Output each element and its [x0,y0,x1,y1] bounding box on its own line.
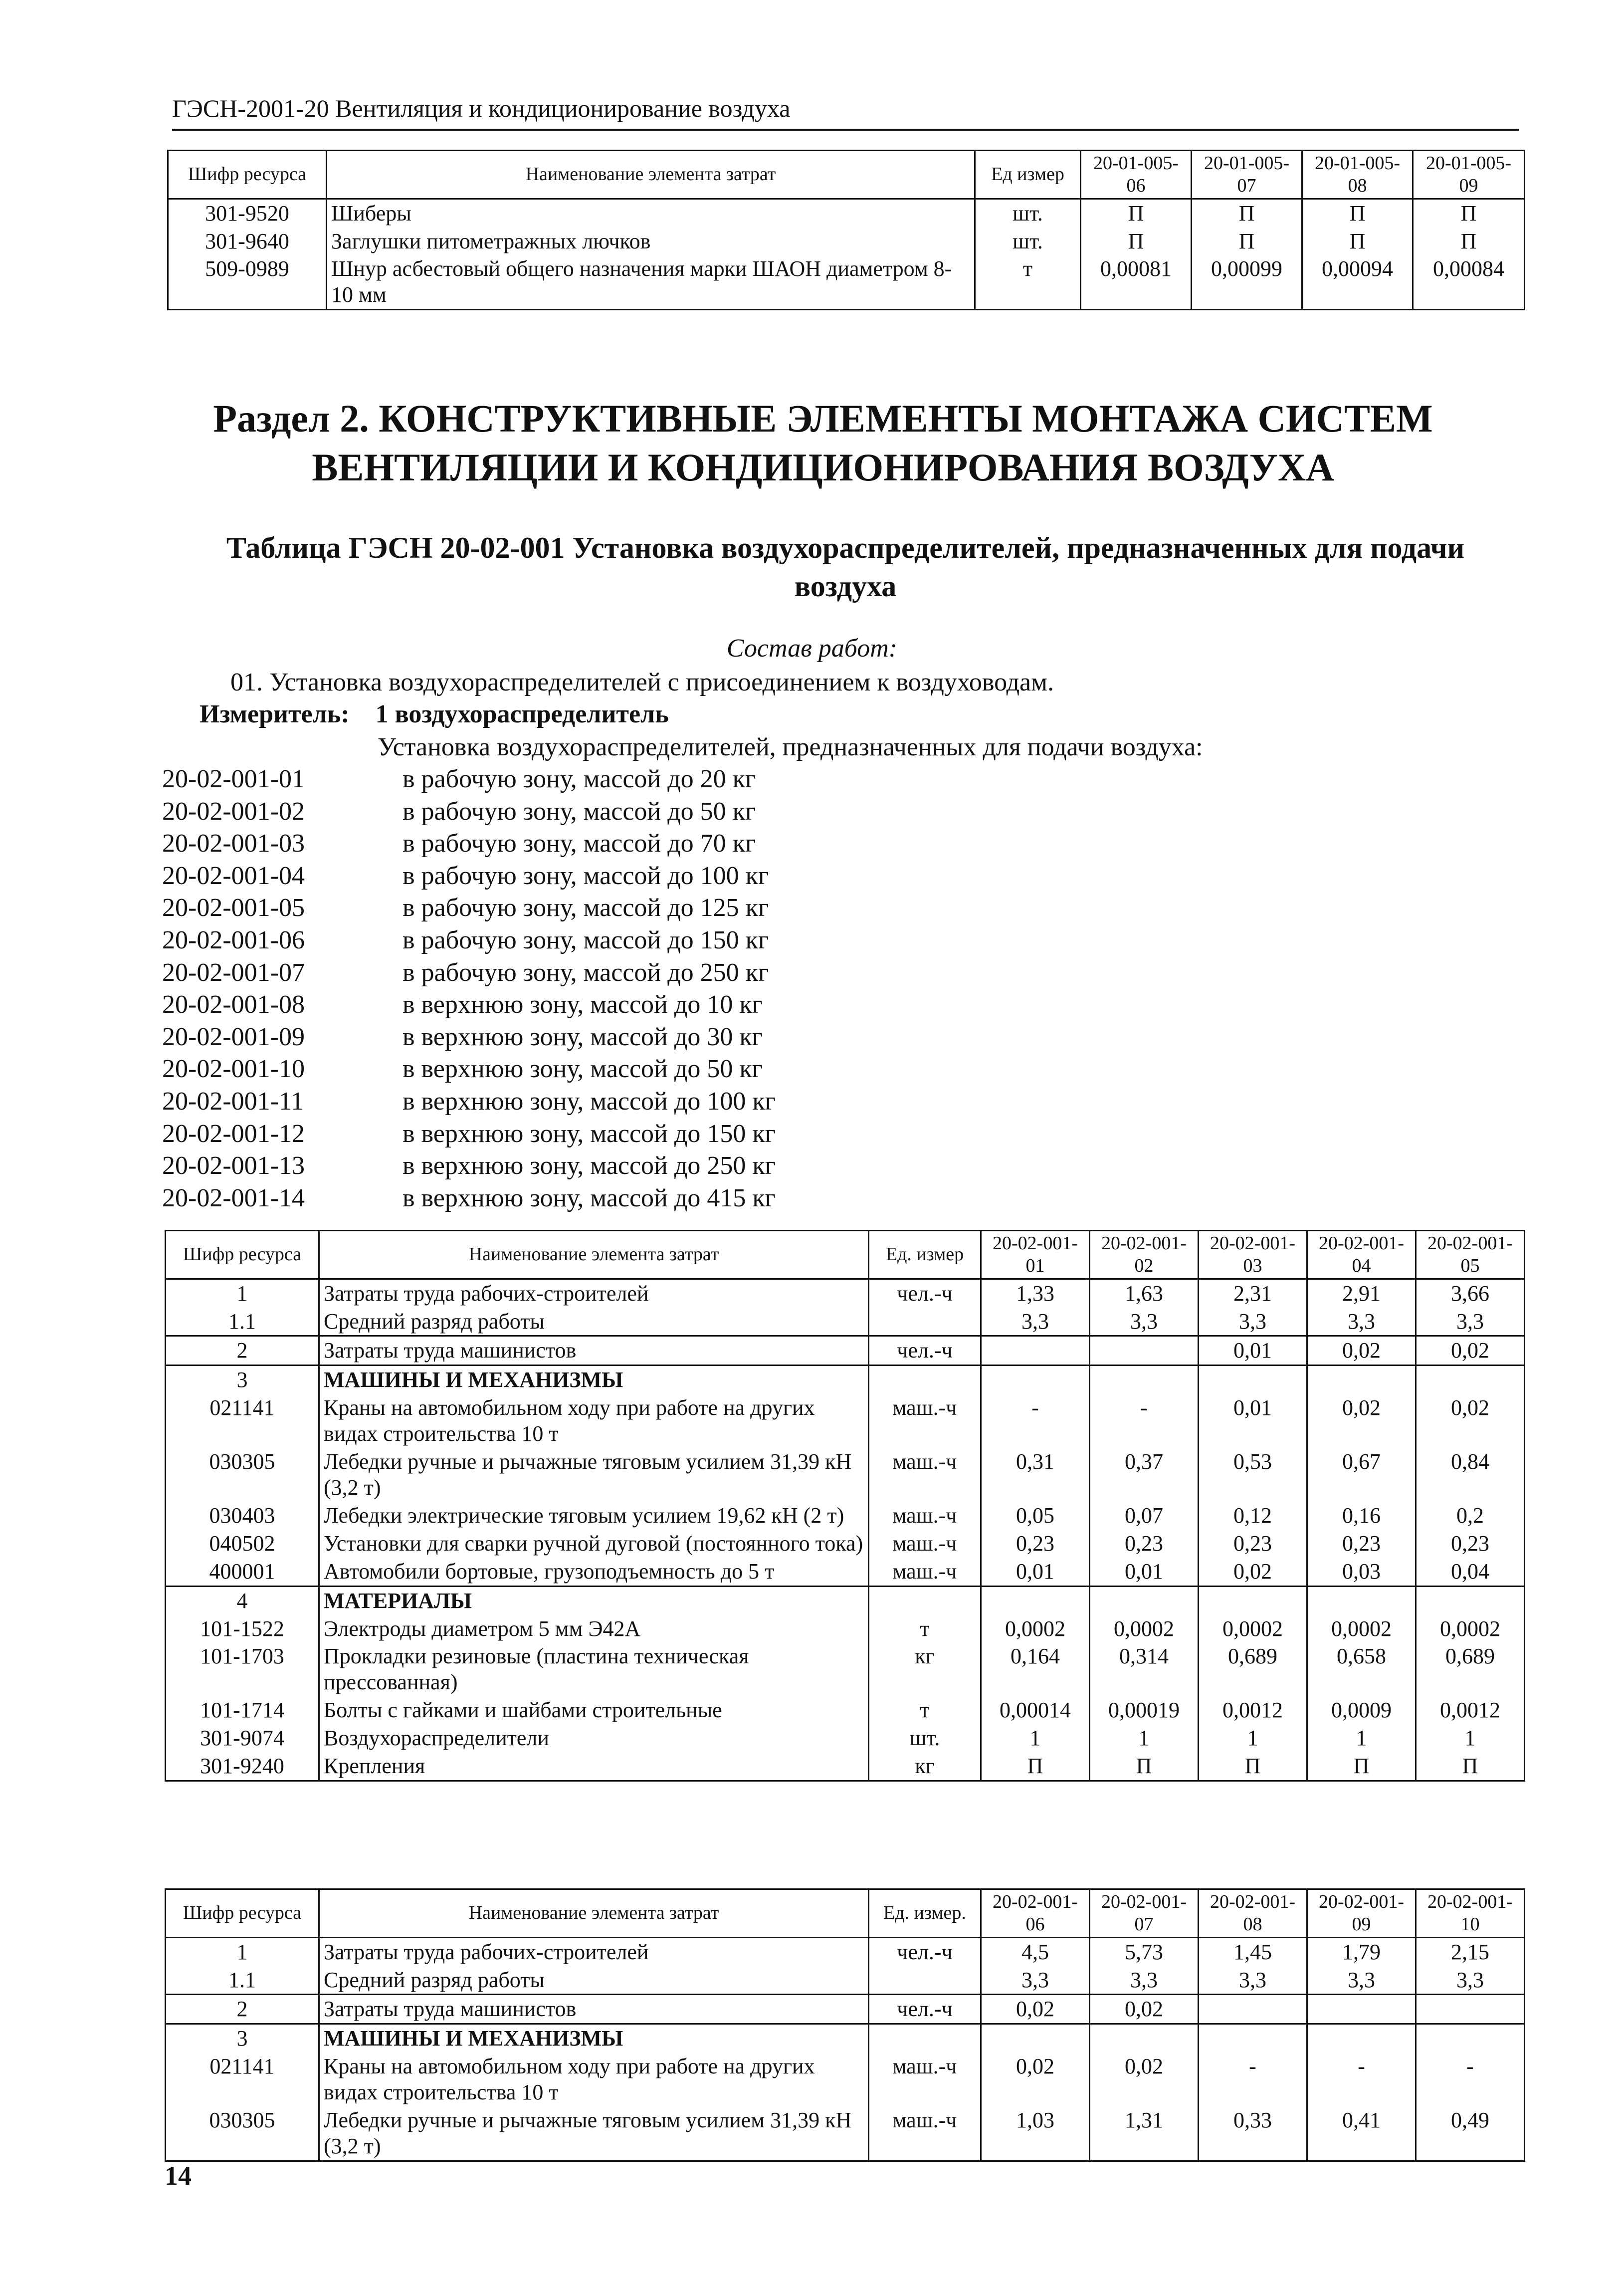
variant-text: в рабочую зону, массой до 50 кг [403,797,756,826]
resource-unit: маш.-ч [869,1448,981,1502]
variant-list [162,763,776,1214]
resource-value [1416,2024,1525,2053]
variant-code: 20-02-001-04 [162,861,305,890]
resource-unit: кг [869,1642,981,1696]
resource-value: 0,49 [1416,2106,1525,2161]
resource-value [981,1586,1090,1614]
resource-name: Прокладки резиновые (пластина техническая прессованная) [319,1642,869,1696]
work-composition-item: 01. Установка воздухораспределителей с присоединением к воздуховодам. [230,668,1054,696]
variant-text: в верхнюю зону, массой до 30 кг [403,1022,763,1051]
variant-text: в рабочую зону, массой до 20 кг [403,765,756,793]
resource-value: - [981,1394,1090,1448]
col-header-unit: Ед измер [975,151,1081,199]
resource-value: 0,01 [981,1558,1090,1586]
resource-value: 1,45 [1199,1937,1307,1966]
col-header-variant: 20-01-005-07 [1192,151,1302,199]
resource-value: 0,02 [1416,1394,1525,1448]
resource-value [981,1336,1090,1366]
table-row [166,1696,1525,1724]
table-row [166,1995,1525,2024]
resource-value [1416,1366,1525,1394]
resource-unit: т [869,1615,981,1643]
resource-value: П [981,1752,1090,1781]
resource-value: 3,3 [1199,1308,1307,1336]
resource-unit: маш.-ч [869,1502,981,1530]
resource-value: 0,04 [1416,1558,1525,1586]
variant-code: 20-02-001-10 [162,1055,305,1084]
resource-value: 0,0002 [1090,1615,1199,1643]
resource-value: 0,41 [1307,2106,1416,2161]
resource-value: 0,02 [1307,1394,1416,1448]
table-title: Таблица ГЭСН 20-02-001 Установка воздухораспределителей, предназначенных для подачи воздуха [226,531,1465,603]
resource-name: Лебедки электрические тяговым усилием 19,62 кН (2 т) [319,1502,869,1530]
resource-code: 030305 [166,2106,319,2161]
resource-code: 021141 [166,1394,319,1448]
variant-text: в рабочую зону, массой до 100 кг [403,861,769,890]
table-row [166,1366,1525,1394]
variant-code: 20-02-001-14 [162,1183,305,1212]
list-item [162,957,776,989]
col-header-variant: 20-02-001-02 [1090,1231,1199,1279]
resource-value [1307,2024,1416,2053]
table-row [166,1448,1525,1502]
resource-value: 0,2 [1416,1502,1525,1530]
variant-text: в верхнюю зону, массой до 150 кг [403,1119,776,1148]
resource-value: 0,0002 [981,1615,1090,1643]
table-row [168,255,1525,309]
resource-unit: шт. [869,1724,981,1752]
resource-value: 5,73 [1090,1937,1199,1966]
resource-name: Шнур асбестовый общего назначения марки ШАОН диаметром 8-10 мм [327,255,975,309]
variant-code: 20-02-001-08 [162,990,305,1019]
section-title: Раздел 2. КОНСТРУКТИВНЫЕ ЭЛЕМЕНТЫ МОНТАЖА СИСТЕМ ВЕНТИЛЯЦИИ И КОНДИЦИОНИРОВАНИЯ ВОЗДУХА [213,397,1433,489]
table-row [166,1724,1525,1752]
resource-name: Затраты труда машинистов [319,1336,869,1366]
resource-value: П [1192,199,1302,227]
resource-unit [869,1366,981,1394]
resource-name: Затраты труда рабочих-строителей [319,1279,869,1307]
table-row [166,1586,1525,1614]
col-header-variant: 20-01-005-08 [1302,151,1413,199]
variant-text: в верхнюю зону, массой до 50 кг [403,1055,763,1084]
resource-value: 0,01 [1199,1394,1307,1448]
col-header-variant: 20-02-001-07 [1090,1889,1199,1938]
resource-value: 1 [1307,1724,1416,1752]
col-header-unit: Ед. измер. [869,1889,981,1938]
resource-value: 0,658 [1307,1642,1416,1696]
col-header-variant: 20-01-005-09 [1413,151,1525,199]
resource-value: 0,02 [1416,1336,1525,1366]
table-row [166,1752,1525,1781]
variant-code: 20-02-001-06 [162,925,305,954]
table-row [166,1966,1525,1995]
resource-value [1199,1995,1307,2024]
resource-value: 0,0002 [1199,1615,1307,1643]
resource-value [1199,1586,1307,1614]
resource-value: 0,01 [1090,1558,1199,1586]
resource-name: Болты с гайками и шайбами строительные [319,1696,869,1724]
resource-value: П [1416,1752,1525,1781]
resource-value: 0,00084 [1413,255,1525,309]
variant-text: в верхнюю зону, массой до 415 кг [403,1183,776,1212]
col-header-code: Шифр ресурса [166,1889,319,1938]
list-item [162,892,776,924]
resource-value: П [1302,228,1413,255]
resource-value: 1 [981,1724,1090,1752]
table-row [166,1530,1525,1558]
list-item [162,989,776,1021]
resource-value: 3,3 [1416,1308,1525,1336]
col-header-variant: 20-02-001-03 [1199,1231,1307,1279]
table-row [166,2106,1525,2161]
resource-value: 0,0002 [1416,1615,1525,1643]
resource-value: 0,02 [981,2053,1090,2106]
table-row [166,1308,1525,1336]
resource-value [981,1366,1090,1394]
resource-value: П [1307,1752,1416,1781]
resource-value: 2,31 [1199,1279,1307,1307]
resource-code: 1 [166,1279,319,1307]
variant-text: в верхнюю зону, массой до 10 кг [403,990,763,1019]
list-item [162,828,776,860]
resource-code: 2 [166,1995,319,2024]
resource-unit: маш.-ч [869,1394,981,1448]
variant-code: 20-02-001-07 [162,958,305,987]
resource-unit: чел.-ч [869,1279,981,1307]
resource-value: 0,0002 [1307,1615,1416,1643]
resource-value: 3,3 [1090,1308,1199,1336]
resource-value: 0,00019 [1090,1696,1199,1724]
resource-value: 1 [1090,1724,1199,1752]
variant-code: 20-02-001-03 [162,829,305,858]
col-header-name: Наименование элемента затрат [319,1889,869,1938]
resource-unit: шт. [975,199,1081,227]
list-item [162,1021,776,1054]
variant-text: в верхнюю зону, массой до 100 кг [403,1087,776,1116]
col-header-variant: 20-02-001-06 [981,1889,1090,1938]
resource-value: П [1199,1752,1307,1781]
resource-value: 1,63 [1090,1279,1199,1307]
resource-code: 101-1522 [166,1615,319,1643]
resource-value: 0,67 [1307,1448,1416,1502]
resource-value: 0,02 [1307,1336,1416,1366]
resource-name: Заглушки питометражных лючков [327,228,975,255]
group-heading: МАШИНЫ И МЕХАНИЗМЫ [319,1366,869,1394]
resource-value [1090,2024,1199,2053]
group-heading: МАШИНЫ И МЕХАНИЗМЫ [319,2024,869,2053]
resource-table-1 [167,150,1525,310]
resource-name: Краны на автомобильном ходу при работе на других видах строительства 10 т [319,1394,869,1448]
resource-value: П [1413,228,1525,255]
resource-value: 0,03 [1307,1558,1416,1586]
resource-value: 0,00014 [981,1696,1090,1724]
resource-name: Лебедки ручные и рычажные тяговым усилием 31,39 кН (3,2 т) [319,2106,869,2161]
resource-unit: т [869,1696,981,1724]
resource-unit [869,2024,981,2053]
resource-code: 1.1 [166,1308,319,1336]
resource-value: 3,3 [1307,1308,1416,1336]
table-row [166,1502,1525,1530]
resource-value: 0,16 [1307,1502,1416,1530]
resource-value [1199,1366,1307,1394]
resource-code: 030305 [166,1448,319,1502]
group-heading: МАТЕРИАЛЫ [319,1586,869,1614]
resource-value: 3,66 [1416,1279,1525,1307]
resource-name: Краны на автомобильном ходу при работе на других видах строительства 10 т [319,2053,869,2106]
resource-value: 1,31 [1090,2106,1199,2161]
resource-unit: чел.-ч [869,1995,981,2024]
resource-value: 1 [1416,1724,1525,1752]
resource-value: П [1192,228,1302,255]
resource-value: 0,01 [1199,1336,1307,1366]
resource-value: 3,3 [1307,1966,1416,1995]
resource-code: 1 [166,1937,319,1966]
col-header-name: Наименование элемента затрат [319,1231,869,1279]
resource-unit: чел.-ч [869,1937,981,1966]
list-item [162,796,776,828]
resource-value: 0,31 [981,1448,1090,1502]
resource-value: П [1081,199,1192,227]
resource-value: 0,02 [1090,2053,1199,2106]
table-row [166,1279,1525,1307]
resource-code: 301-9240 [166,1752,319,1781]
variant-text: в верхнюю зону, массой до 250 кг [403,1151,776,1180]
list-item [162,1086,776,1118]
table-row [166,2053,1525,2106]
resource-value: 0,84 [1416,1448,1525,1502]
list-item [162,1182,776,1215]
resource-name: Установки для сварки ручной дуговой (постоянного тока) [319,1530,869,1558]
variant-code: 20-02-001-13 [162,1151,305,1180]
resource-code: 301-9074 [166,1724,319,1752]
variant-text: в рабочую зону, массой до 150 кг [403,925,769,954]
table-row [166,1937,1525,1966]
variant-code: 20-02-001-11 [162,1087,304,1116]
list-item [162,763,776,796]
resource-value: П [1413,199,1525,227]
resource-value [1199,2024,1307,2053]
resource-value [1307,1586,1416,1614]
resource-value: - [1416,2053,1525,2106]
resource-value: 0,37 [1090,1448,1199,1502]
resource-name: Электроды диаметром 5 мм Э42А [319,1615,869,1643]
resource-unit: маш.-ч [869,2053,981,2106]
page-number: 14 [165,2161,192,2191]
resource-unit: чел.-ч [869,1336,981,1366]
meter-line: Измеритель: 1 воздухораспределитель [200,700,669,728]
resource-value: 3,3 [981,1308,1090,1336]
table-row [166,1615,1525,1643]
resource-name: Шиберы [327,199,975,227]
resource-value: 1,79 [1307,1937,1416,1966]
table-row [166,1642,1525,1696]
col-header-variant: 20-02-001-01 [981,1231,1090,1279]
resource-code: 040502 [166,1530,319,1558]
col-header-code: Шифр ресурса [166,1231,319,1279]
resource-value: 0,689 [1199,1642,1307,1696]
resource-code: 400001 [166,1558,319,1586]
resource-code: 3 [166,2024,319,2053]
resource-value: 0,689 [1416,1642,1525,1696]
resource-value: - [1307,2053,1416,2106]
resource-value: 1,03 [981,2106,1090,2161]
resource-unit: маш.-ч [869,1558,981,1586]
resource-value: 1 [1199,1724,1307,1752]
col-header-variant: 20-02-001-08 [1199,1889,1307,1938]
list-item [162,1118,776,1150]
resource-value: 0,00094 [1302,255,1413,309]
resource-name: Затраты труда рабочих-строителей [319,1937,869,1966]
resource-code: 301-9640 [168,228,327,255]
table-row [166,1558,1525,1586]
resource-value [1090,1366,1199,1394]
resource-value: 2,15 [1416,1937,1525,1966]
resource-name: Крепления [319,1752,869,1781]
col-header-variant: 20-01-005-06 [1081,151,1192,199]
resource-value: - [1199,2053,1307,2106]
resource-value: 0,00081 [1081,255,1192,309]
resource-value: П [1081,228,1192,255]
resource-value: 0,23 [1416,1530,1525,1558]
resource-value: - [1090,1394,1199,1448]
resource-name: Средний разряд работы [319,1966,869,1995]
resource-unit: кг [869,1752,981,1781]
resource-value: 0,53 [1199,1448,1307,1502]
resource-unit: т [975,255,1081,309]
resource-value [1416,1586,1525,1614]
list-item [162,924,776,957]
resource-code: 101-1703 [166,1642,319,1696]
resource-code: 2 [166,1336,319,1366]
resource-value: 0,02 [981,1995,1090,2024]
resource-unit: маш.-ч [869,1530,981,1558]
resource-name: Затраты труда машинистов [319,1995,869,2024]
resource-value: 4,5 [981,1937,1090,1966]
col-header-variant: 20-02-001-09 [1307,1889,1416,1938]
variant-code: 20-02-001-02 [162,797,305,826]
resource-name: Средний разряд работы [319,1308,869,1336]
resource-code: 101-1714 [166,1696,319,1724]
resource-value: 0,33 [1199,2106,1307,2161]
resource-value: 0,07 [1090,1502,1199,1530]
resource-value: 0,23 [981,1530,1090,1558]
resource-code: 1.1 [166,1966,319,1995]
resource-value: 0,00099 [1192,255,1302,309]
resource-code: 301-9520 [168,199,327,227]
resource-unit [869,1308,981,1336]
resource-code: 509-0989 [168,255,327,309]
resource-value [1416,1995,1525,2024]
variants-intro: Установка воздухораспределителей, предназначенных для подачи воздуха: [378,733,1203,761]
resource-unit: шт. [975,228,1081,255]
variant-text: в рабочую зону, массой до 70 кг [403,829,756,858]
running-header: ГЭСН-2001-20 Вентиляция и кондиционирование воздуха [172,94,1519,131]
col-header-variant: 20-02-001-05 [1416,1231,1525,1279]
list-item [162,1053,776,1086]
variant-text: в рабочую зону, массой до 250 кг [403,958,769,987]
col-header-code: Шифр ресурса [168,151,327,199]
resource-code: 030403 [166,1502,319,1530]
resource-table-3 [165,1888,1525,2162]
resource-unit [869,1586,981,1614]
resource-value: 0,12 [1199,1502,1307,1530]
col-header-variant: 20-02-001-10 [1416,1889,1525,1938]
table-row [166,1394,1525,1448]
resource-value [1307,1995,1416,2024]
resource-value: 3,3 [1090,1966,1199,1995]
resource-unit: маш.-ч [869,2106,981,2161]
resource-value: 0,0012 [1199,1696,1307,1724]
resource-value: 0,164 [981,1642,1090,1696]
col-header-unit: Ед. измер [869,1231,981,1279]
resource-value: 0,23 [1090,1530,1199,1558]
resource-value [1307,1366,1416,1394]
list-item [162,860,776,893]
resource-value [1090,1586,1199,1614]
resource-name: Воздухораспределители [319,1724,869,1752]
col-header-variant: 20-02-001-04 [1307,1231,1416,1279]
resource-code: 4 [166,1586,319,1614]
table-row [166,2024,1525,2053]
resource-value [1090,1336,1199,1366]
table-row [166,1336,1525,1366]
resource-table-2 [165,1230,1525,1782]
resource-value: 3,3 [1199,1966,1307,1995]
col-header-name: Наименование элемента затрат [327,151,975,199]
resource-value: 0,0009 [1307,1696,1416,1724]
resource-value: 2,91 [1307,1279,1416,1307]
work-composition-heading: Состав работ: [726,634,898,663]
resource-value: П [1302,199,1413,227]
resource-value: 0,05 [981,1502,1090,1530]
table-row [168,228,1525,255]
resource-value: 3,3 [981,1966,1090,1995]
variant-code: 20-02-001-01 [162,765,305,793]
variant-code: 20-02-001-05 [162,894,305,922]
table-row [168,199,1525,227]
resource-value: 0,0012 [1416,1696,1525,1724]
resource-value: 0,02 [1090,1995,1199,2024]
resource-value [981,2024,1090,2053]
list-item [162,1150,776,1182]
resource-value: 0,23 [1199,1530,1307,1558]
resource-value: 0,314 [1090,1642,1199,1696]
resource-value: 0,02 [1199,1558,1307,1586]
resource-value: 1,33 [981,1279,1090,1307]
resource-code: 021141 [166,2053,319,2106]
resource-value: 0,23 [1307,1530,1416,1558]
variant-text: в рабочую зону, массой до 125 кг [403,894,769,922]
resource-name: Автомобили бортовые, грузоподъемность до 5 т [319,1558,869,1586]
resource-value: 3,3 [1416,1966,1525,1995]
resource-unit [869,1966,981,1995]
resource-name: Лебедки ручные и рычажные тяговым усилием 31,39 кН (3,2 т) [319,1448,869,1502]
variant-code: 20-02-001-12 [162,1119,305,1148]
resource-code: 3 [166,1366,319,1394]
variant-code: 20-02-001-09 [162,1022,305,1051]
resource-value: П [1090,1752,1199,1781]
